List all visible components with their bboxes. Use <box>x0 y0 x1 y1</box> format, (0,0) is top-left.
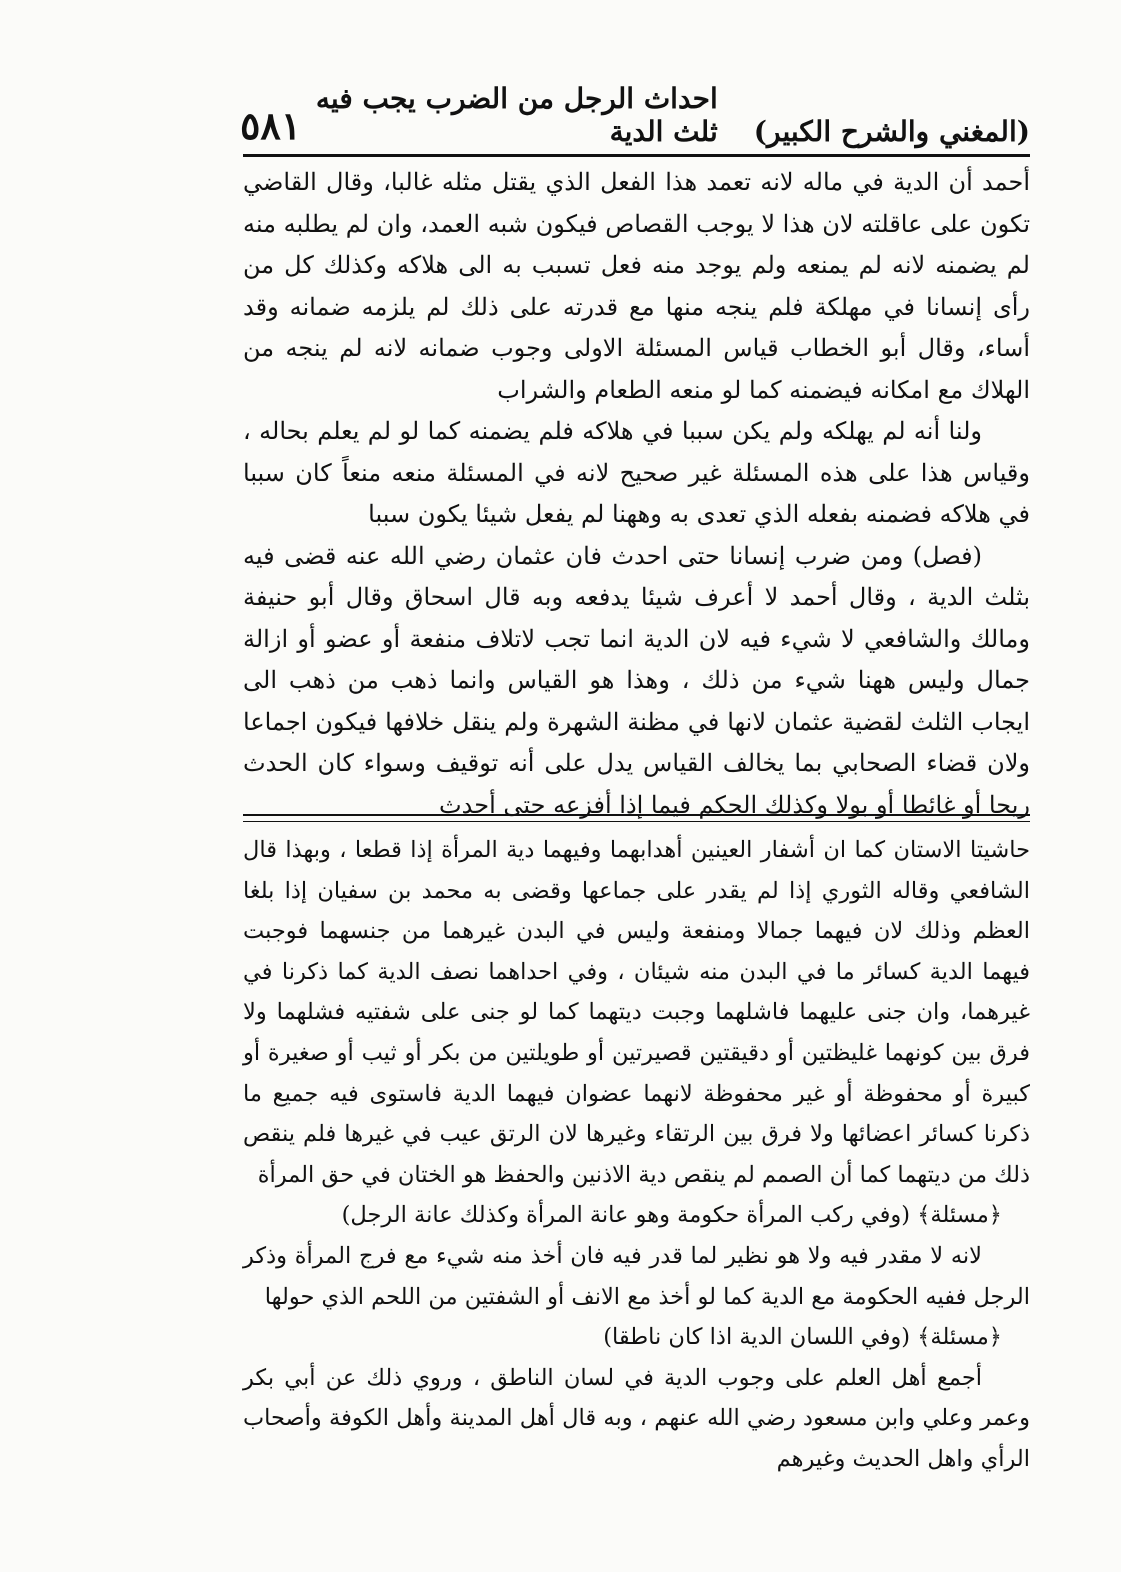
lower-commentary <box>243 830 1030 1480</box>
chapter-title: احداث الرجل من الضرب يجب فيه ثلث الدية <box>315 82 718 148</box>
masala-heading-2: ﴿مسئلة﴾ (وفي اللسان الدية اذا كان ناطقا) <box>603 1324 1002 1351</box>
header-rule <box>243 154 1030 157</box>
notes-paragraph-2: لانه لا مقدر فيه ولا هو نظير لما قدر فيه فان أخذ منه شيء مع فرج المرأة وذكر الرجل ففيه الحكومة مع الدية كما لو أخذ مع الانف أو الشفتين من اللحم الذي حولها <box>243 1242 1030 1310</box>
running-header <box>240 82 1030 148</box>
book-title: (المغني والشرح الكبير) <box>753 115 1030 148</box>
notes-paragraph-1: حاشيتا الاستان كما ان أشفار العينين أهدابهما وفيهما دية المرأة إذا قطعا ، وبهذا قال الشافعي وقاله الثوري إذا لم يقدر على جماعها وقضى به محمد بن سفيان إذا بلغا العظم وذلك لان فيهما جمالا ومنفعة وليس في البدن غيرهما من جنسهما فوجبت فيهما الدية كسائر ما في البدن منه شيئان ، وفي احداهما نصف الدية كما ذكرنا في غيرهما، وان جنى عليهما فاشلهما وجبت ديتهما كما لو جنى على شفتيه فشلهما ولا فرق بين كونهما غليظتين أو دقيقتين قصيرتين أو طويلتين من بكر أو ثيب أو صغيرة أو كبيرة أو محفوظة أو غير محفوظة لانهما عضوان فيهما الدية فاستوى فيه جميع ما ذكرنا كسائر اعضائها ولا فرق بين الرتقاء وغيرها لان الرتق عيب في غيرها فلم ينقص ذلك من ديتهما كما أن الصمم لم ينقص دية الاذنين والحفظ هو الختان في حق المرأة <box>243 837 1030 1188</box>
footnote-separator-thin <box>243 821 1030 822</box>
main-paragraph-1: أحمد أن الدية في ماله لانه تعمد هذا الفعل الذي يقتل مثله غالبا، وقال القاضي تكون على عاقلته لان هذا لا يوجب القصاص فيكون شبه العمد، وان لم يطلبه منه لم يضمنه لانه لم يمنعه ولم يوجد منه فعل تسبب به الى هلاكه وكذلك كل من رأى إنسانا في مهلكة فلم ينجه منها مع قدرته على ذلك لم يلزمه ضمانه وقد أساء، وقال أبو الخطاب قياس المسئلة الاولى وجوب ضمانه لانه لم ينجه من الهلاك مع امكانه فيضمنه كما لو منعه الطعام والشراب <box>243 168 1030 404</box>
masala-heading-1: ﴿مسئلة﴾ (وفي ركب المرأة حكومة وهو عانة المرأة وكذلك عانة الرجل) <box>341 1202 1002 1229</box>
main-paragraph-2: ولنا أنه لم يهلكه ولم يكن سببا في هلاكه فلم يضمنه كما لو لم يعلم بحاله ، وقياس هذا على هذه المسئلة غير صحيح لانه في المسئلة منعه منعاً كان سببا في هلاكه فضمنه بفعله الذي تعدى به وههنا لم يفعل شيئا يكون سببا <box>243 417 1030 528</box>
main-paragraph-3: (فصل) ومن ضرب إنسانا حتى احدث فان عثمان رضي الله عنه قضى فيه بثلث الدية ، وقال أحمد لا أعرف شيئا يدفعه وبه قال اسحاق وقال أبو حنيفة ومالك والشافعي لا شيء فيه لان الدية انما تجب لاتلاف منفعة أو عضو أو ازالة جمال وليس ههنا شيء من ذلك ، وهذا هو القياس وانما ذهب من ذهب الى ايجاب الثلث لقضية عثمان لانها في مظنة الشهرة ولم ينقل خلافها فيكون اجماعا ولان قضاء الصحابي بما يخالف القياس يدل على أنه توقيف وسواء كان الحدث ريحا أو غائطا أو بولا وكذلك الحكم فيما إذا أفزعه حتى أحدث <box>243 541 1030 819</box>
main-text <box>243 162 1030 826</box>
page-number: ٥٨١ <box>240 103 302 148</box>
footnote-separator-thick <box>243 814 1030 816</box>
notes-paragraph-3: أجمع أهل العلم على وجوب الدية في لسان الناطق ، وروي ذلك عن أبي بكر وعمر وعلي وابن مسعود رضي الله عنهم ، وبه قال أهل المدينة وأهل الكوفة وأصحاب الرأي واهل الحديث وغيرهم <box>243 1364 1030 1472</box>
